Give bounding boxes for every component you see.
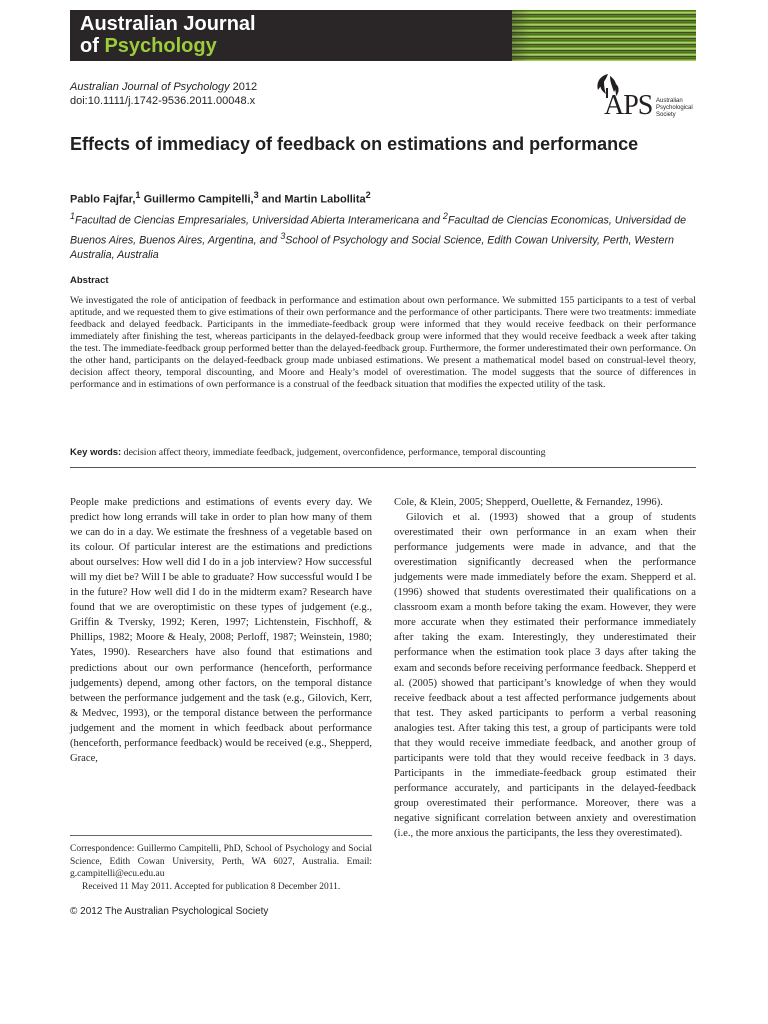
aps-abbreviation: APS — [604, 90, 653, 121]
banner-fade — [470, 10, 530, 61]
body-column-left — [70, 495, 372, 766]
affil-1: Facultad de Ciencias Empresariales, Universidad Abierta Interamericana and — [74, 214, 443, 227]
author-2: Guillermo Campitelli, — [140, 193, 254, 206]
affil-3-mark: 3 — [280, 230, 286, 241]
aps-society-line1: Australian — [656, 98, 683, 104]
received-dates: Received 11 May 2011. Accepted for publication 8 December 2011. — [82, 881, 341, 892]
journal-name-prefix: of — [80, 35, 105, 57]
affiliations — [70, 209, 690, 263]
affil-2: Facultad de Ciencias Economicas, Universidad de Buenos Aires, Buenos Aires, Argentina, and — [70, 214, 687, 247]
correspondence-text: Correspondence: Guillermo Campitelli, PhD, School of Psychology and Social Science, Edith Cowan University, Perth, WA 6027, Australia. Email: g.campitelli@ecu.edu.au — [70, 844, 372, 879]
aps-society-line2: Psychological — [656, 105, 693, 111]
affil-1-mark: 1 — [70, 211, 75, 221]
citation-year: 2012 — [229, 81, 258, 93]
author-3-affil: 2 — [365, 190, 371, 200]
author-3: and Martin Labollita — [258, 193, 366, 206]
footnote-divider — [70, 835, 372, 836]
keywords — [70, 447, 696, 458]
keywords-label: Key words: — [70, 447, 122, 458]
citation-info — [70, 80, 257, 108]
body-paragraph: Gilovich et al. (1993) showed that a group of students overestimated their own performance in an exam when their performance judgements were made in advance, and that the overestimation significantly decreased when the performance judgements were made immediately before the exam. Shepperd et al. (1996) showed that students overestimated their qualifications on a classroom exam a month before taking the exam. However, they were more accurate when they estimated their performance immediately after taking the exam. Interestingly, they underestimated their performance when the estimation took place 3 days after taking the exam and seconds before receiving performance feedback. Shepperd et al. (2005) showed that participant’s knowledge of when they would receive feedback about a test affected performance judgements about that test. They asked participants to perform a verbal reasoning analogies test. After taking this test, a group of participants were told that they would receive immediate feedback, and another group of participants were told that they would receive feedback in 3 days. Participants in the immediate-feedback group estimated their performance accurately, and participants in the delayed-feedback group overestimated their performance. Moreover, there was a negative significant correlation between anxiety and overestimation (i.e., the more anxious the participants, the less they overestimated). — [394, 512, 696, 840]
journal-name — [80, 13, 256, 57]
journal-name-line1: Australian Journal — [80, 13, 256, 35]
affil-2-mark: 2 — [442, 211, 448, 221]
citation-journal: Australian Journal of Psychology — [70, 81, 230, 93]
aps-society-line3: Society — [656, 112, 676, 118]
keywords-text: decision affect theory, immediate feedback, judgement, overconfidence, performance, temporal discounting — [121, 447, 546, 458]
journal-banner — [70, 10, 696, 61]
body-paragraph: People make predictions and estimations of events every day. We predict how long errands will take in order to plan how many of them we can do in a day. We estimate the freshness of a vegetable based on its colour. Of particular interest are the estimations and predictions about ourselves: How well did I do in a job interview? How successful will my diet be? Will I be able to graduate? How successful would I be in the future? How well did I do in the midterm exam? Research have found that we are overoptimistic on these types of judgement (e.g., Griffin & Tversky, 1992; Keren, 1997; Lichtenstein, Fischhoff, & Phillips, 1982; Moore & Healy, 2008; Perloff, 1987; Weinstein, 1980; Yates, 1990). Researchers have also found that estimations and predictions about our own performance (henceforth, performance judgements) depend, among other factors, on the temporal distance between the performance judgement and the task (e.g., Gilovich, Kerr, & Medvec, 1993), or the temporal distance between the performance judgement and the moment in which feedback about performance (henceforth, performance feedback) would be received (e.g., Shepperd, Grace, — [70, 497, 372, 764]
body-column-right — [394, 495, 696, 841]
banner-stripes-graphic — [512, 10, 696, 61]
author-1-affil: 1 — [135, 190, 141, 200]
abstract-heading: Abstract — [70, 275, 109, 286]
citation-doi[interactable]: doi:10.1111/j.1742-9536.2011.00048.x — [70, 95, 256, 107]
author-1: Pablo Fajfar, — [70, 193, 136, 206]
author-2-affil: 3 — [253, 190, 259, 200]
abstract-text: We investigated the role of anticipation of feedback in performance and estimation about own performance. We submitted 155 participants to a test of verbal aptitude, and we requested them to give estimations of their own performance and the performance of other participants. There were two treatments: immediate feedback and delayed feedback. Participants in the immediate-feedback group were informed that they would receive feedback on their performance immediately after finishing the test, whereas participants in the delayed-feedback group were informed that they would receive feedback a week after taking the test. The immediate-feedback group performed better than the delayed-feedback group. Furthermore, the former underestimated their own performance. On the other hand, participants on the delayed-feedback group made unbiased estimations. We present a mathematical model based on construal-level theory, decision affect theory, temporal discounting, and Moore and Healy’s model of overestimation. The model suggests that the source of differences in performance and in estimations of own performance is a construal of the feedback situation that modifies the expected utility of the task. — [70, 295, 696, 390]
aps-society-name — [656, 98, 693, 119]
body-paragraph: Cole, & Klein, 2005; Shepperd, Ouellette, & Fernandez, 1996). — [394, 497, 663, 508]
affil-3: School of Psychology and Social Science, Edith Cowan University, Perth, Western Australia, Australia — [70, 234, 674, 262]
citation-journal-line — [70, 80, 257, 94]
journal-name-line2 — [80, 35, 256, 57]
author-list — [70, 190, 371, 206]
correspondence-footnote — [70, 843, 372, 893]
article-title: Effects of immediacy of feedback on estimations and performance — [70, 134, 639, 154]
copyright-notice: © 2012 The Australian Psychological Society — [70, 906, 269, 917]
journal-name-highlight: Psychology — [104, 35, 217, 57]
header-divider — [70, 467, 696, 468]
